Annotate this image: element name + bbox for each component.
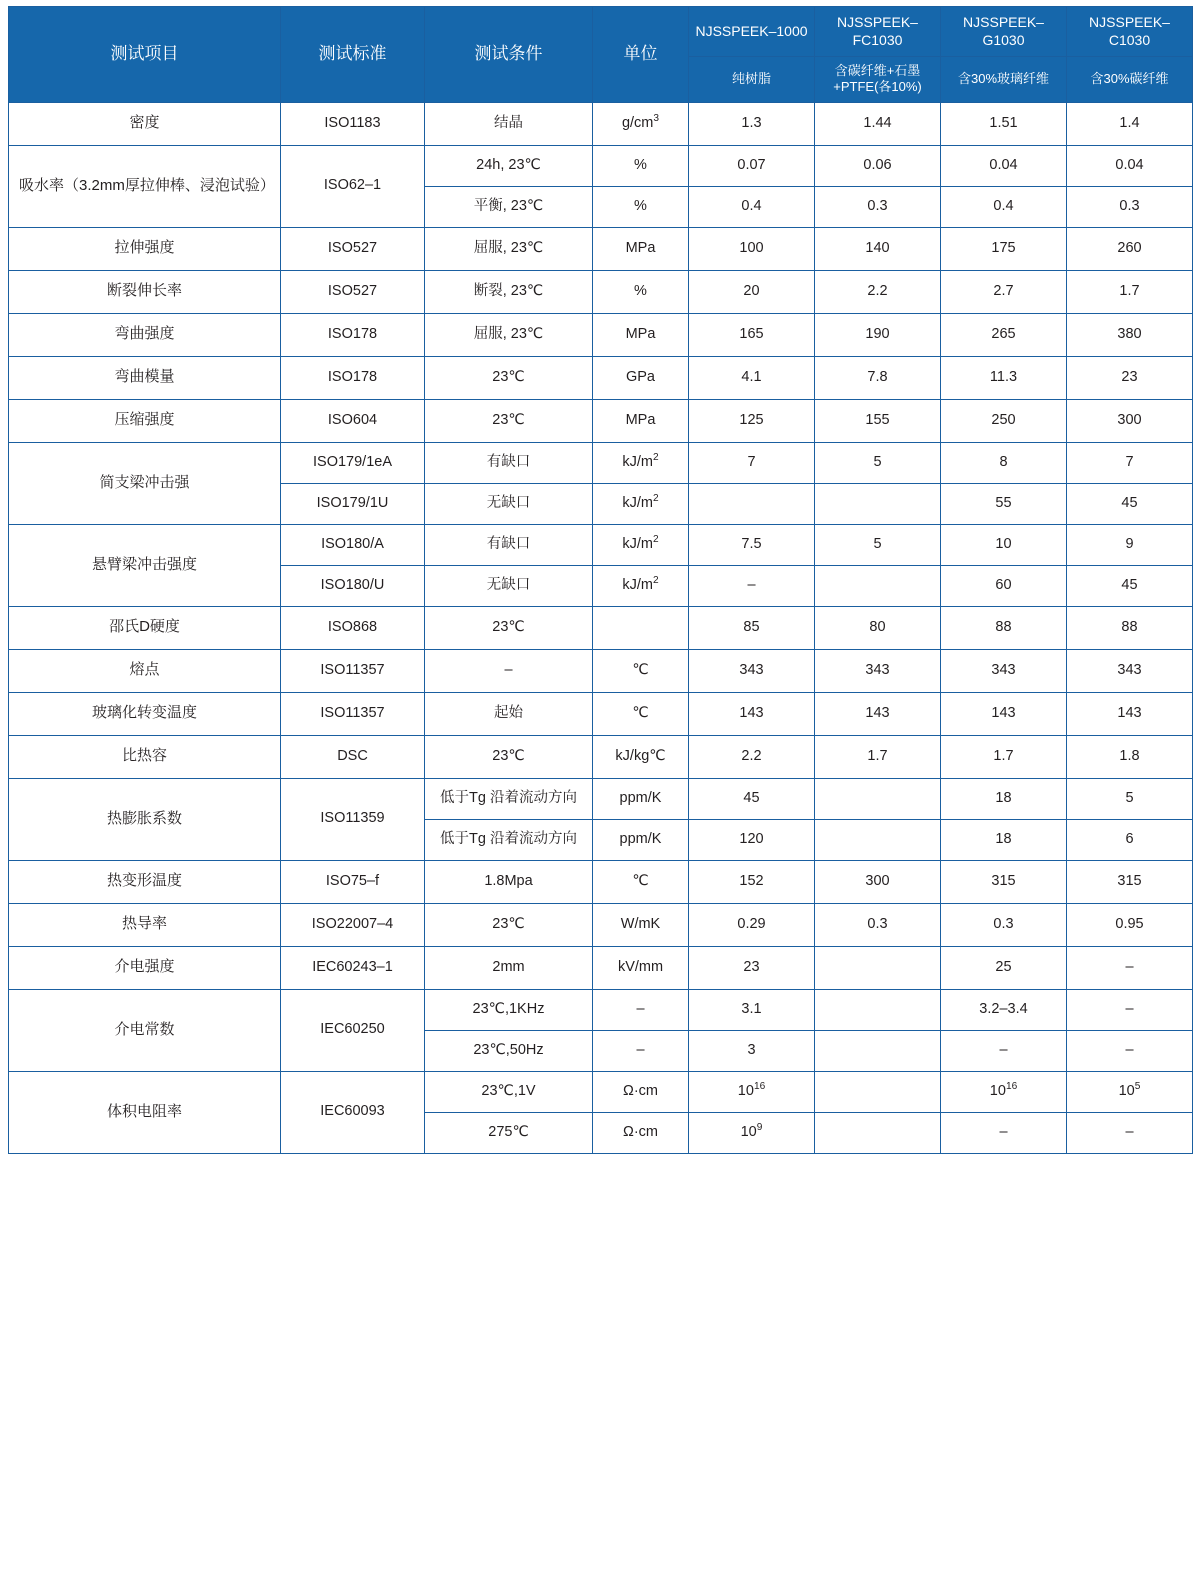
row-test-standard: ISO179/1eA [281,442,425,483]
row-value-product-4: – [1067,1030,1193,1071]
row-value-product-4: 0.04 [1067,145,1193,186]
row-value-product-1: 7.5 [689,524,815,565]
table-row [9,227,1193,270]
table-row [9,946,1193,989]
row-value-product-2: 0.06 [815,145,941,186]
row-test-standard: ISO180/A [281,524,425,565]
row-value-product-2 [815,483,941,524]
row-value-product-3: 0.4 [941,186,1067,227]
row-value-product-1 [689,483,815,524]
table-row [9,442,1193,483]
row-value-product-3: 18 [941,778,1067,819]
row-test-item: 介电强度 [9,946,281,989]
row-test-condition: 23℃,50Hz [425,1030,593,1071]
row-test-condition: 起始 [425,692,593,735]
row-value-product-2: 1.44 [815,102,941,145]
row-value-product-1: 2.2 [689,735,815,778]
row-unit: % [593,145,689,186]
header-test-standard: 测试标准 [281,7,425,103]
row-test-standard: ISO62–1 [281,145,425,227]
row-unit: MPa [593,227,689,270]
table-row [9,102,1193,145]
row-test-condition: 24h, 23℃ [425,145,593,186]
row-value-product-4: 88 [1067,606,1193,649]
row-unit: MPa [593,399,689,442]
row-value-product-3: 175 [941,227,1067,270]
table-row [9,649,1193,692]
row-value-product-1: 343 [689,649,815,692]
table-row [9,270,1193,313]
row-value-product-4: – [1067,1112,1193,1153]
row-value-product-2 [815,819,941,860]
row-test-condition: 23℃,1KHz [425,989,593,1030]
row-value-product-1: 23 [689,946,815,989]
row-value-product-4: 45 [1067,483,1193,524]
row-test-standard: ISO1183 [281,102,425,145]
row-test-condition: 275℃ [425,1112,593,1153]
row-value-product-3: 55 [941,483,1067,524]
table-row [9,778,1193,819]
row-unit: W/mK [593,903,689,946]
row-test-standard: ISO11357 [281,649,425,692]
row-test-condition: 有缺口 [425,524,593,565]
row-test-condition: 23℃ [425,903,593,946]
row-test-condition: 无缺口 [425,483,593,524]
row-value-product-1: 4.1 [689,356,815,399]
table-row [9,145,1193,186]
row-value-product-2 [815,778,941,819]
row-test-item: 熔点 [9,649,281,692]
row-value-product-1: 3 [689,1030,815,1071]
row-value-product-2: 2.2 [815,270,941,313]
row-test-standard: ISO604 [281,399,425,442]
row-value-product-2 [815,946,941,989]
header-test-item: 测试项目 [9,7,281,103]
row-value-product-3: 3.2–3.4 [941,989,1067,1030]
row-value-product-4: 23 [1067,356,1193,399]
row-test-condition: 23℃ [425,356,593,399]
row-test-standard: ISO22007–4 [281,903,425,946]
row-test-standard: ISO178 [281,313,425,356]
row-value-product-4: 143 [1067,692,1193,735]
row-unit: Ω·cm [593,1112,689,1153]
row-value-product-1: $10^9$ [689,1112,815,1153]
row-value-product-3: – [941,1112,1067,1153]
row-value-product-1: 1.3 [689,102,815,145]
row-test-condition: 平衡, 23℃ [425,186,593,227]
row-value-product-1: $10^{16}$ [689,1071,815,1112]
row-unit: – [593,1030,689,1071]
row-test-item: 弯曲强度 [9,313,281,356]
row-value-product-1: 85 [689,606,815,649]
row-test-item: 密度 [9,102,281,145]
row-value-product-4: 9 [1067,524,1193,565]
row-value-product-3: – [941,1030,1067,1071]
row-value-product-2 [815,565,941,606]
row-test-condition: 低于Tg 沿着流动方向 [425,819,593,860]
row-value-product-1: 125 [689,399,815,442]
row-value-product-1: 20 [689,270,815,313]
row-test-item: 断裂伸长率 [9,270,281,313]
row-test-standard: IEC60243–1 [281,946,425,989]
row-test-condition: – [425,649,593,692]
header-test-condition: 测试条件 [425,7,593,103]
row-value-product-2: 80 [815,606,941,649]
row-test-condition: 屈服, 23℃ [425,227,593,270]
row-value-product-3: 8 [941,442,1067,483]
row-value-product-3: 265 [941,313,1067,356]
row-unit: ppm/K [593,819,689,860]
row-value-product-4: – [1067,946,1193,989]
row-test-standard: IEC60093 [281,1071,425,1153]
row-unit [593,606,689,649]
row-value-product-4: 45 [1067,565,1193,606]
row-value-product-4: 300 [1067,399,1193,442]
row-value-product-4: – [1067,989,1193,1030]
row-test-item: 邵氏D硬度 [9,606,281,649]
row-test-standard: ISO11359 [281,778,425,860]
header-row-product-names [9,7,1193,57]
row-value-product-3: 1.51 [941,102,1067,145]
row-value-product-3: 343 [941,649,1067,692]
row-test-standard: ISO75–f [281,860,425,903]
table-row [9,399,1193,442]
row-test-item: 热变形温度 [9,860,281,903]
header-product-4-desc: 含30%碳纤维 [1067,57,1193,103]
row-value-product-3: $10^{16}$ [941,1071,1067,1112]
row-value-product-4: 380 [1067,313,1193,356]
row-value-product-4: 5 [1067,778,1193,819]
header-product-4-name: NJSSPEEK–C1030 [1067,7,1193,57]
row-unit: ℃ [593,649,689,692]
row-test-condition: 23℃ [425,735,593,778]
row-unit: $g/cm^3$ [593,102,689,145]
row-value-product-4: 1.4 [1067,102,1193,145]
row-unit: $kJ/m^2$ [593,442,689,483]
row-value-product-2 [815,1112,941,1153]
row-test-condition: 2mm [425,946,593,989]
row-test-condition: 无缺口 [425,565,593,606]
row-value-product-1: 143 [689,692,815,735]
table-row [9,524,1193,565]
row-test-item: 吸水率（3.2mm厚拉伸棒、浸泡试验） [9,145,281,227]
row-value-product-3: 2.7 [941,270,1067,313]
table-row [9,860,1193,903]
row-value-product-3: 88 [941,606,1067,649]
row-value-product-4: 7 [1067,442,1193,483]
table-row [9,313,1193,356]
row-test-condition: 23℃ [425,606,593,649]
row-test-item: 热导率 [9,903,281,946]
table-row [9,735,1193,778]
row-value-product-3: 18 [941,819,1067,860]
row-test-standard: ISO179/1U [281,483,425,524]
row-test-standard: ISO527 [281,270,425,313]
row-unit: Ω·cm [593,1071,689,1112]
row-value-product-4: 260 [1067,227,1193,270]
row-value-product-1: 7 [689,442,815,483]
row-value-product-4: $10^5$ [1067,1071,1193,1112]
row-value-product-2 [815,1071,941,1112]
row-unit: $kJ/m^2$ [593,524,689,565]
row-value-product-2: 300 [815,860,941,903]
row-unit: $kJ/m^2$ [593,483,689,524]
row-test-item: 压缩强度 [9,399,281,442]
row-value-product-1: 45 [689,778,815,819]
row-value-product-3: 143 [941,692,1067,735]
row-unit: % [593,186,689,227]
row-unit: GPa [593,356,689,399]
row-unit: ℃ [593,692,689,735]
row-value-product-4: 6 [1067,819,1193,860]
row-value-product-1: 100 [689,227,815,270]
row-test-item: 体积电阻率 [9,1071,281,1153]
table-row [9,692,1193,735]
row-value-product-4: 1.7 [1067,270,1193,313]
header-product-3-desc: 含30%玻璃纤维 [941,57,1067,103]
table-row [9,606,1193,649]
row-test-condition: 有缺口 [425,442,593,483]
row-value-product-4: 315 [1067,860,1193,903]
row-value-product-3: 315 [941,860,1067,903]
row-unit: – [593,989,689,1030]
row-value-product-1: 3.1 [689,989,815,1030]
header-product-1-name: NJSSPEEK–1000 [689,7,815,57]
row-value-product-2: 0.3 [815,186,941,227]
row-value-product-1: 0.07 [689,145,815,186]
table-row [9,1071,1193,1112]
row-value-product-2 [815,1030,941,1071]
row-test-item: 热膨胀系数 [9,778,281,860]
row-value-product-3: 25 [941,946,1067,989]
row-value-product-2: 155 [815,399,941,442]
row-test-standard: ISO180/U [281,565,425,606]
row-test-standard: IEC60250 [281,989,425,1071]
row-unit: ℃ [593,860,689,903]
row-value-product-3: 60 [941,565,1067,606]
row-test-item: 比热容 [9,735,281,778]
table-row [9,989,1193,1030]
material-properties-table [8,6,1193,1154]
row-test-item: 拉伸强度 [9,227,281,270]
row-test-item: 玻璃化转变温度 [9,692,281,735]
row-value-product-1: 0.29 [689,903,815,946]
row-unit: ppm/K [593,778,689,819]
header-product-2-name: NJSSPEEK–FC1030 [815,7,941,57]
header-unit: 单位 [593,7,689,103]
row-value-product-1: 0.4 [689,186,815,227]
row-unit: MPa [593,313,689,356]
row-unit: kV/mm [593,946,689,989]
table-header [9,7,1193,103]
row-value-product-4: 343 [1067,649,1193,692]
row-test-item: 介电常数 [9,989,281,1071]
header-product-3-name: NJSSPEEK–G1030 [941,7,1067,57]
row-test-condition: 23℃,1V [425,1071,593,1112]
header-product-2-desc: 含碳纤维+石墨+PTFE(各10%) [815,57,941,103]
row-test-condition: 1.8Mpa [425,860,593,903]
row-test-condition: 屈服, 23℃ [425,313,593,356]
row-value-product-3: 11.3 [941,356,1067,399]
table-row [9,903,1193,946]
row-value-product-3: 0.3 [941,903,1067,946]
row-value-product-2: 0.3 [815,903,941,946]
row-value-product-4: 1.8 [1067,735,1193,778]
row-value-product-2: 1.7 [815,735,941,778]
row-value-product-1: 120 [689,819,815,860]
table-row [9,356,1193,399]
row-value-product-4: 0.3 [1067,186,1193,227]
header-product-1-desc: 纯树脂 [689,57,815,103]
row-test-standard: ISO868 [281,606,425,649]
row-value-product-3: 250 [941,399,1067,442]
row-test-standard: ISO178 [281,356,425,399]
row-value-product-3: 10 [941,524,1067,565]
table-body [9,102,1193,1153]
row-value-product-2: 140 [815,227,941,270]
row-test-standard: ISO527 [281,227,425,270]
row-test-standard: DSC [281,735,425,778]
row-value-product-2: 190 [815,313,941,356]
row-value-product-2: 143 [815,692,941,735]
row-test-standard: ISO11357 [281,692,425,735]
row-value-product-1: 165 [689,313,815,356]
row-value-product-3: 0.04 [941,145,1067,186]
row-value-product-1: 152 [689,860,815,903]
row-value-product-1: – [689,565,815,606]
row-test-item: 简支梁冲击强 [9,442,281,524]
row-value-product-4: 0.95 [1067,903,1193,946]
row-value-product-2 [815,989,941,1030]
row-value-product-2: 7.8 [815,356,941,399]
row-test-condition: 低于Tg 沿着流动方向 [425,778,593,819]
row-unit: % [593,270,689,313]
row-value-product-2: 343 [815,649,941,692]
row-test-condition: 结晶 [425,102,593,145]
row-test-condition: 断裂, 23℃ [425,270,593,313]
row-test-item: 悬臂梁冲击强度 [9,524,281,606]
row-unit: kJ/kg℃ [593,735,689,778]
row-value-product-3: 1.7 [941,735,1067,778]
row-test-condition: 23℃ [425,399,593,442]
row-value-product-2: 5 [815,524,941,565]
row-value-product-2: 5 [815,442,941,483]
row-test-item: 弯曲模量 [9,356,281,399]
row-unit: $kJ/m^2$ [593,565,689,606]
